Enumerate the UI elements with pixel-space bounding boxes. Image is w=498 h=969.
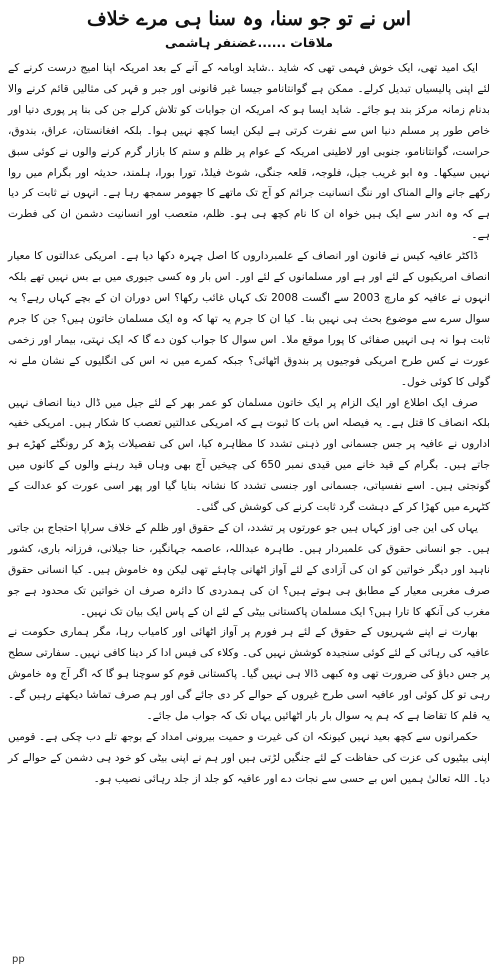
page-marker: pp xyxy=(12,954,25,965)
article-paragraph: بھارت نے اپنے شہریوں کے حقوق کے لئے ہر فورم پر آواز اٹھائی اور کامیاب رہا، مگر ہماری حکومت نے عافیہ کی رہائی کے لئے کوئی سنجیدہ کوشش نہیں کی۔ وکلاء کی فیس ادا کر دینا کافی نہیں۔ سفارتی سطح پر جس دباؤ کی ضرورت تھی وہ کبھی ڈالا ہی نہیں گیا۔ پاکستانی قوم کو سوچنا ہو گا کہ اگر آج وہ خاموش رہی تو کل کوئی اور عافیہ اسی طرح غیروں کے حوالے کر دی جائے گی اور ہم صرف تماشا دیکھتے رہیں گے۔ یہ قلم کا تقاضا ہے کہ ہم یہ سوال بار بار اٹھائیں یہاں تک کہ جواب مل جائے۔ xyxy=(8,626,490,723)
article-paragraph: یہاں کی این جی اوز کہاں ہیں جو عورتوں پر تشدد، ان کے حقوق اور ظلم کے خلاف سراپا احتجاج بن جاتی ہیں۔ جو انسانی حقوق کی علمبردار ہیں۔ طاہرہ عبداللہ، عاصمہ جہانگیر، حنا جیلانی، فرزانہ باری، کشور ناہید اور دیگر خواتین کو ان کی آزادی کے لئے آواز اٹھانی چاہئے تھی لیکن وہ خاموش ہیں۔ کیا انسانی حقوق صرف مغربی معیار کے مطابق ہی ہوتے ہیں؟ ان کی ہمدردی کا دائرہ صرف ان خواتین تک محدود ہے جو مغرب کی آنکھ کا تارا ہیں؟ ایک مسلمان پاکستانی بیٹی کے لئے ان کے پاس ایک بیان تک نہیں۔ xyxy=(8,521,490,618)
article-paragraph: حکمرانوں سے کچھ بعید نہیں کیونکہ ان کی غیرت و حمیت بیرونی امداد کے بوجھ تلے دب چکی ہے۔ قومیں اپنی بیٹیوں کی عزت کی حفاظت کے لئے جنگیں لڑتی ہیں اور ہم نے اپنی بیٹی کو خود ہی دشمن کے حوالے کر دیا۔ اللہ تعالیٰ ہمیں اس بے حسی سے نجات دے اور عافیہ کو جلد از جلد رہائی نصیب ہو۔ xyxy=(8,731,490,785)
article-byline: ملاقات ......غضنفر ہاشمی xyxy=(165,35,333,50)
article-body xyxy=(8,58,490,790)
article-paragraph: ایک امید تھی، ایک خوش فہمی تھی کہ شاید ..شاید اوبامہ کے آنے کے بعد امریکہ اپنا امیج درست کرنے کے لئے اپنی پالیسیاں تبدیل کرلے۔ ممکن ہے گوانتانامو جیسا غیر قانونی اور جبر و قہر کی مثالیں قائم کرنے والا بدنام زمانہ مرکز بند ہو جائے۔ شاید ایسا ہو کہ امریکہ ان جوابات کو تلاش کرلے جن کی بنا پر پوری دنیا اور خاص طور پر مسلم دنیا اس سے نفرت کرتی ہے لیکن ایسا کچھ نہیں ہوا۔ بلکہ افغانستان، عراق، بندوق، حراست، گوانتانامو، جنوبی اور لاطینی امریکہ کے عوام پر ظلم و ستم کا بازار گرم کرنے والوں نے کوئی سبق نہیں سیکھا۔ وہ ابو غریب جیل، فلوجہ، قلعہ جنگی، شوٹ فیلڈ، تورا بورا، ہلمند، حدیثہ اور بگرام میں روا رکھے جانے والے المناک اور ننگ انسانیت جرائم کو آج تک ماتھے کا جھومر سمجھ رہا ہے۔ انہوں نے ثابت کر دیا ہے کہ وہ اندر سے ایک ہیں خواہ ان کا نام کچھ ہی ہو۔ ظلم، متعصب اور انسانیت دشمن ان کی فطرت ہے۔ xyxy=(8,62,490,242)
article-paragraph: ڈاکٹر عافیہ کیس نے قانون اور انصاف کے علمبرداروں کا اصل چہرہ دکھا دیا ہے۔ امریکی عدالتوں کا معیار انصاف امریکیوں کے لئے اور ہے اور مسلمانوں کے لئے اور۔ اس بار وہ کسی جیوری میں بے بس نہیں تھے بلکہ انہوں نے عافیہ کو مارچ 2003 سے اگست 2008 تک کہاں غائب رکھا؟ اس دوران ان کے بچے کہاں رہے؟ یہ سوال سرے سے موضوع بحث ہی نہیں بنا۔ کیا ان کا جرم یہ تھا کہ وہ ایک مسلمان خاتون ہیں؟ جن کا جرم ثابت ہوا نہ ہی انہیں صفائی کا پورا موقع ملا۔ اس سوال کا جواب کون دے گا کہ ایک نہتی، بیمار اور زخمی عورت نے کس طرح امریکی فوجیوں پر بندوق اٹھائی؟ جبکہ کمرے میں نہ اس کی انگلیوں کے نشان ملے نہ گولی کا کوئی خول۔ xyxy=(8,250,491,388)
article-headline: اس نے تو جو سنا، وہ سنا ہی مرے خلاف xyxy=(87,8,411,30)
article-paragraph: صرف ایک اطلاع اور ایک الزام پر ایک خاتون مسلمان کو عمر بھر کے لئے جیل میں ڈال دینا انصاف نہیں بلکہ انصاف کا قتل ہے۔ یہ فیصلہ اس بات کا ثبوت ہے کہ امریکی عدالتیں تعصب کا شکار ہیں۔ امریکی خفیہ اداروں نے عافیہ پر جس جسمانی اور ذہنی تشدد کا مظاہرہ کیا، اس کی تفصیلات پڑھ کر رونگٹے کھڑے ہو جاتے ہیں۔ بگرام کے قید خانے میں قیدی نمبر 650 کی چیخیں آج بھی وہاں قید رہنے والوں کے کانوں میں گونجتی ہیں۔ اسے نفسیاتی، جسمانی اور جنسی تشدد کا نشانہ بنایا گیا اور پھر اسی عورت کو عدالت کے کٹہرے میں کھڑا کر کے دہشت گرد ثابت کرنے کی کوشش کی گئی۔ xyxy=(8,396,491,514)
